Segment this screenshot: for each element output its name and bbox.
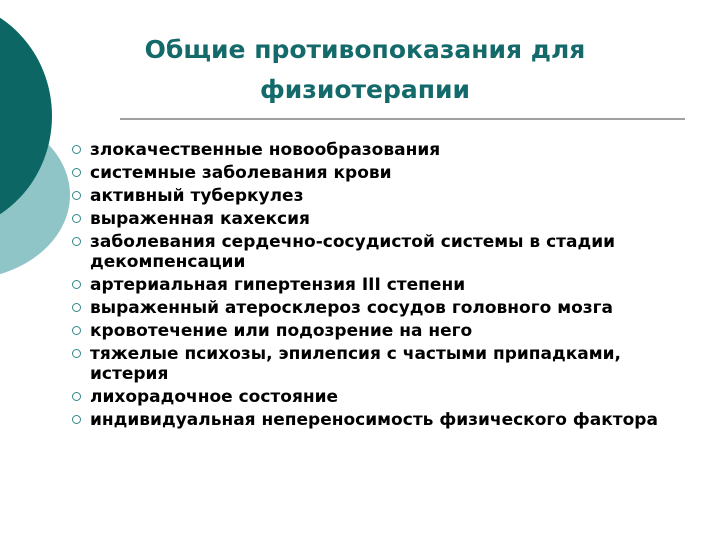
- list-item: [60, 387, 700, 407]
- list-item-text: заболевания сердечно-сосудистой системы в стадии декомпенсации: [90, 232, 616, 272]
- bullet-icon: [72, 168, 81, 177]
- list-item-text: лихорадочное состояние: [90, 387, 339, 407]
- bullet-icon: [72, 349, 81, 358]
- list-item-text: индивидуальная непереносимость физического фактора: [90, 410, 658, 430]
- slide-title: Общие противопоказания для физиотерапии: [144, 35, 586, 104]
- bullet-icon: [72, 145, 81, 154]
- list-item-text: активный туберкулез: [90, 186, 304, 206]
- list-item: [60, 186, 700, 206]
- list-item: [60, 163, 700, 183]
- list-item: [60, 321, 700, 341]
- list-item-text: кровотечение или подозрение на него: [90, 321, 473, 341]
- list-item-text: тяжелые психозы, эпилепсия с частыми припадками, истерия: [90, 344, 621, 384]
- list-item-text: выраженная кахексия: [90, 209, 310, 229]
- list-item-text: выраженный атеросклероз сосудов головного мозга: [90, 298, 614, 318]
- list-item: [60, 232, 700, 272]
- list-item: [60, 298, 700, 318]
- bullet-icon: [72, 237, 81, 246]
- list-item: [60, 275, 700, 295]
- list-item-text: злокачественные новообразования: [90, 140, 441, 160]
- bullet-icon: [72, 392, 81, 401]
- list-item: [60, 410, 700, 430]
- list-item: [60, 209, 700, 229]
- bullet-icon: [72, 214, 81, 223]
- list-item-text: артериальная гипертензия III степени: [90, 275, 466, 295]
- bullet-icon: [72, 326, 81, 335]
- title-divider: [120, 118, 685, 120]
- bullet-icon: [72, 303, 81, 312]
- list-item: [60, 344, 700, 384]
- bullet-icon: [72, 191, 81, 200]
- bullet-icon: [72, 415, 81, 424]
- contraindications-list: [60, 140, 700, 433]
- list-item-text: системные заболевания крови: [90, 163, 392, 183]
- list-item: [60, 140, 700, 160]
- bullet-icon: [72, 280, 81, 289]
